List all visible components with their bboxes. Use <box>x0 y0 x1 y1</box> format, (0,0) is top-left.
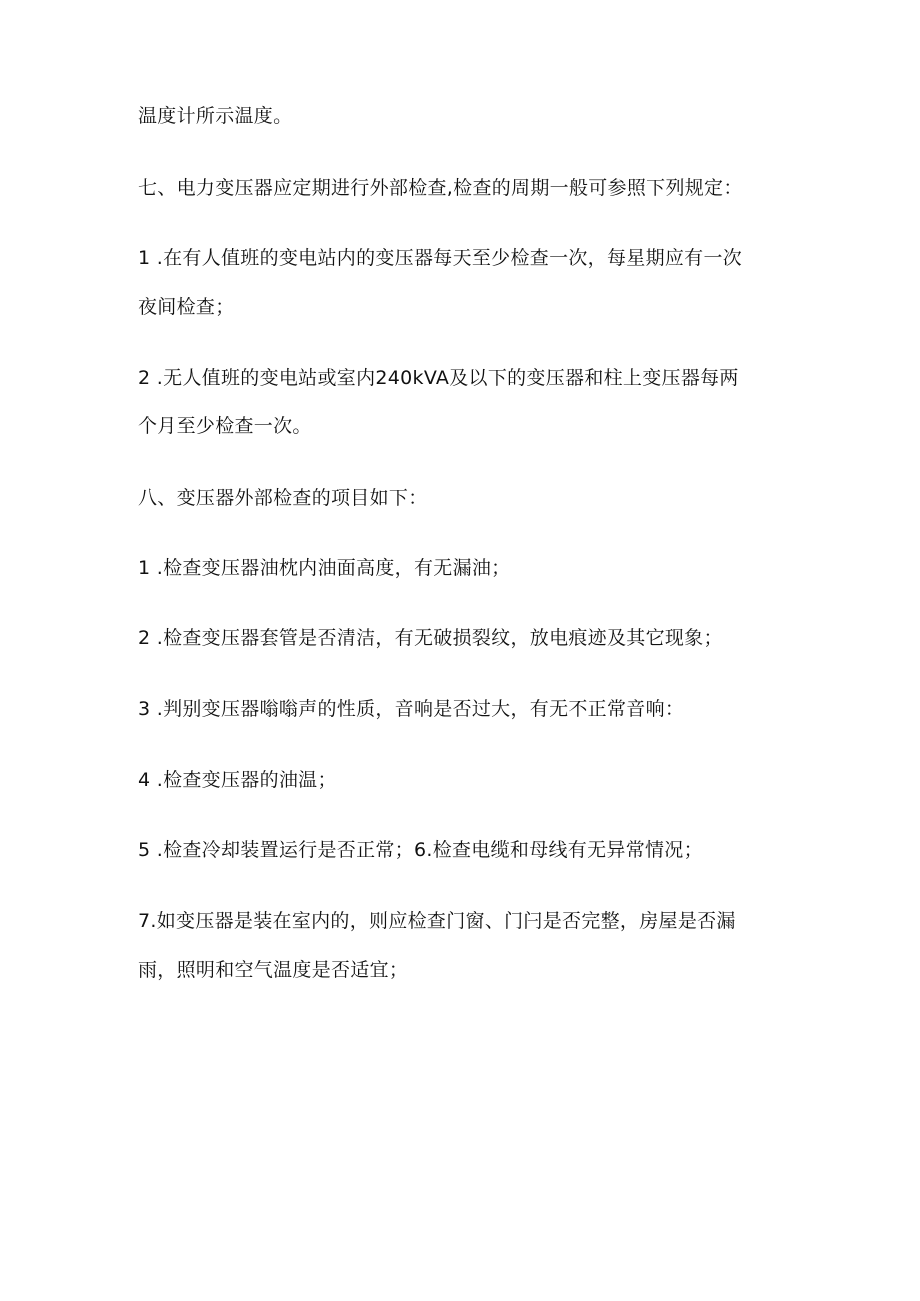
text-line: 个月至少检查一次。 <box>138 415 312 437</box>
list-item: 5 .检查冷却装置运行是否正常；6.检查电缆和母线有无异常情况； <box>138 839 703 861</box>
text-line: 雨，照明和空气温度是否适宜； <box>138 959 409 981</box>
list-item: 2 .检查变压器套管是否清洁，有无破损裂纹，放电痕迹及其它现象； <box>138 627 723 649</box>
text-line: 夜间检查； <box>138 296 235 318</box>
list-item: 3 .判别变压器嗡嗡声的性质，音响是否过大，有无不正常音响： <box>138 698 685 720</box>
text-line: 1 .在有人值班的变电站内的变压器每天至少检查一次，每星期应有一次 <box>138 247 743 269</box>
text-line: 温度计所示温度。 <box>138 105 293 127</box>
text-line: 2 .无人值班的变电站或室内240kVA及以下的变压器和柱上变压器每两 <box>138 367 739 389</box>
list-item: 7.如变压器是装在室内的，则应检查门窗、门闩是否完整，房屋是否漏 <box>138 910 736 932</box>
section-heading-eight: 八、变压器外部检查的项目如下： <box>138 487 428 509</box>
section-heading-seven: 七、电力变压器应定期进行外部检查,检查的周期一般可参照下列规定： <box>138 177 743 199</box>
list-item: 1 .检查变压器油枕内油面高度，有无漏油； <box>138 557 511 579</box>
list-item: 4 .检查变压器的油温； <box>138 769 337 791</box>
